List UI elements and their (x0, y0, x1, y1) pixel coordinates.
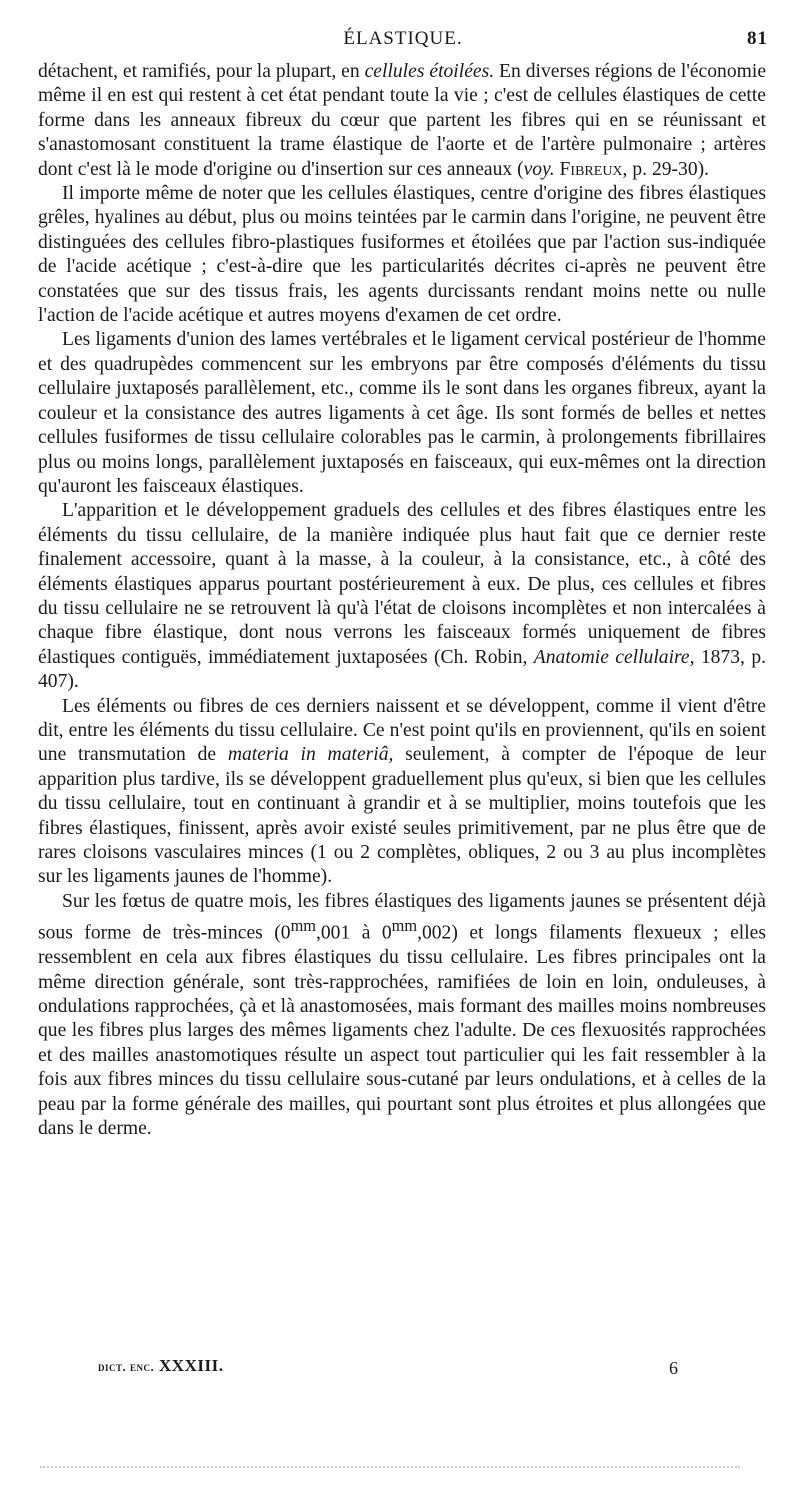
signature-volume: XXXIII. (159, 1356, 224, 1375)
paragraph-3: Les ligaments d'union des lames vertébrales et le ligament cervical postérieur de l'homme et des quadrupèdes commencent sur les embryons par être composés d'éléments du tissu cellulaire juxtaposés parallèlement, etc., comme ils le sont dans les organes fibreux, ayant la couleur et la consistance des autres ligaments à cet âge. Ils sont formés de belles et nettes cellules fusiformes de tissu cellulaire colorables pas le carmin, à prolongements fibrillaires plus ou moins longs, parallèlement juxtaposés en faisceaux, qui eux-mêmes ont la direction qu'auront les faisceaux élastiques. (38, 329, 766, 497)
text-run: ,002) et longs filaments flexueux ; elles ressemblent en cela aux fibres élastiques du tissu cellulaire. Les fibres principales ont la même direction générale, sont très-rapprochées, ramifiées de loin en loin, onduleuses, à ondulations rapprochées, çà et là anastomosées, mais formant des mailles moins nombreuses que les fibres plus larges des mêmes ligaments chez l'adulte. De ces flexuosités rapprochées et des mailles anastomotiques résulte un aspect tout particulier qui les fait ressembler à la fois aux fibres minces du tissu cellulaire sous-cutané par leurs ondulations, et à celles de la peau par la forme générale des mailles, qui pourtant sont plus étroites et plus allongées que dans le derme. (38, 922, 766, 1139)
running-title: ÉLASTIQUE. (343, 28, 463, 49)
small-caps-run: Fibreux (559, 158, 623, 180)
sheet-number: 6 (669, 1358, 678, 1378)
text-run: L'apparition et le développement graduels des cellules et des fibres élastiques entre les éléments du tissu cellulaire, de la manière indiquée plus haut fait que ce dernier reste finalement accessoire, quant à la masse, à la couleur, à la consistance, etc., à côté des éléments élastiques apparus pourtant postérieurement à eux. De plus, ces cellules et fibres du tissu cellulaire ne se retrouvent là qu'à l'état de cloisons incomplètes et non intercalées à chaque fibre élastique, dont nous verrons les faisceaux formés uniquement de fibres élastiques contiguës, immédiatement juxtaposées (Ch. Robin, (38, 500, 766, 668)
text-run: Les éléments ou fibres de ces derniers naissent et se développent, comme il vient d'être dit, entre les éléments du tissu cellulaire. Ce n'est point qu'ils en proviennent, qu'ils en soient une transmutation de (38, 695, 766, 766)
paragraph-2: Il importe même de noter que les cellules élastiques, centre d'origine des fibres élastiques grêles, hyalines au début, plus ou moins teintées par le carmin dans l'origine, ne peuvent être distinguées des cellules fibro-plastiques fusiformes et étoilées que par l'action sus-indiquée de l'acide acétique ; c'est-à-dire que les particularités décrites ci-après ne peuvent être constatées que sur des tissus frais, les agents durcissants rendant moins nette ou nulle l'action de l'acide acétique et autres moyens d'examen de cet ordre. (38, 183, 766, 327)
text-run: 1873, p. 407). (38, 646, 767, 693)
paragraph-5 (38, 695, 766, 890)
sheet-signature-line (98, 1356, 678, 1384)
text-run: ,001 à 0 (315, 922, 392, 944)
scan-specks-divider (40, 1466, 740, 1468)
page-body (38, 60, 766, 1141)
text-run: En diverses régions de l'économie même il en est qui restent à cet état pendant toute la vie ; c'est de cellules élastiques de cette forme dans les anneaux fibreux du cœur que partent les fibres qui en se réunissant et s'anastomosant constituent la trame élastique de l'aorte et de l'artère pulmonaire ; artères dont c'est là le mode d'origine ou d'insertion sur ces anneaux ( (38, 61, 767, 180)
text-run: seulement, à compter de l'époque de leur apparition plus tardive, ils se développent graduellement plus qu'eux, si bien que les cellules du tissu cellulaire, tout en continuant à grandir et à se multiplier, moins toutefois que les fibres élastiques, finissent, après avoir existé seules primitivement, par ne plus être que de rares cloisons vasculaires minces (1 ou 2 complètes, obliques, 2 ou 3 au plus incomplètes sur les ligaments jaunes de l'homme). (38, 744, 766, 888)
italic-run: voy. (523, 158, 555, 180)
paragraph-6 (38, 890, 766, 1142)
italic-run: materia in materiâ, (227, 744, 394, 766)
italic-run: Anatomie cellulaire, (533, 646, 695, 668)
superscript-unit: mm (290, 916, 316, 936)
sheet-signature (98, 1356, 223, 1376)
text-run: détachent, et ramifiés, pour la plupart, en (38, 61, 365, 82)
italic-run: cellules étoilées. (364, 61, 495, 82)
superscript-unit: mm (391, 916, 418, 936)
running-header (38, 28, 768, 54)
paragraph-4 (38, 499, 766, 694)
page-number: 81 (747, 28, 768, 49)
text-run: , p. 29-30). (622, 158, 710, 180)
text-run: Sur les fœtus de quatre mois, les fibres élastiques des ligaments jaunes se présentent déjà sous forme de très-minces (0 (38, 890, 766, 944)
paragraph-1 (38, 60, 766, 182)
signature-abbrev: dict. enc. (98, 1359, 155, 1374)
